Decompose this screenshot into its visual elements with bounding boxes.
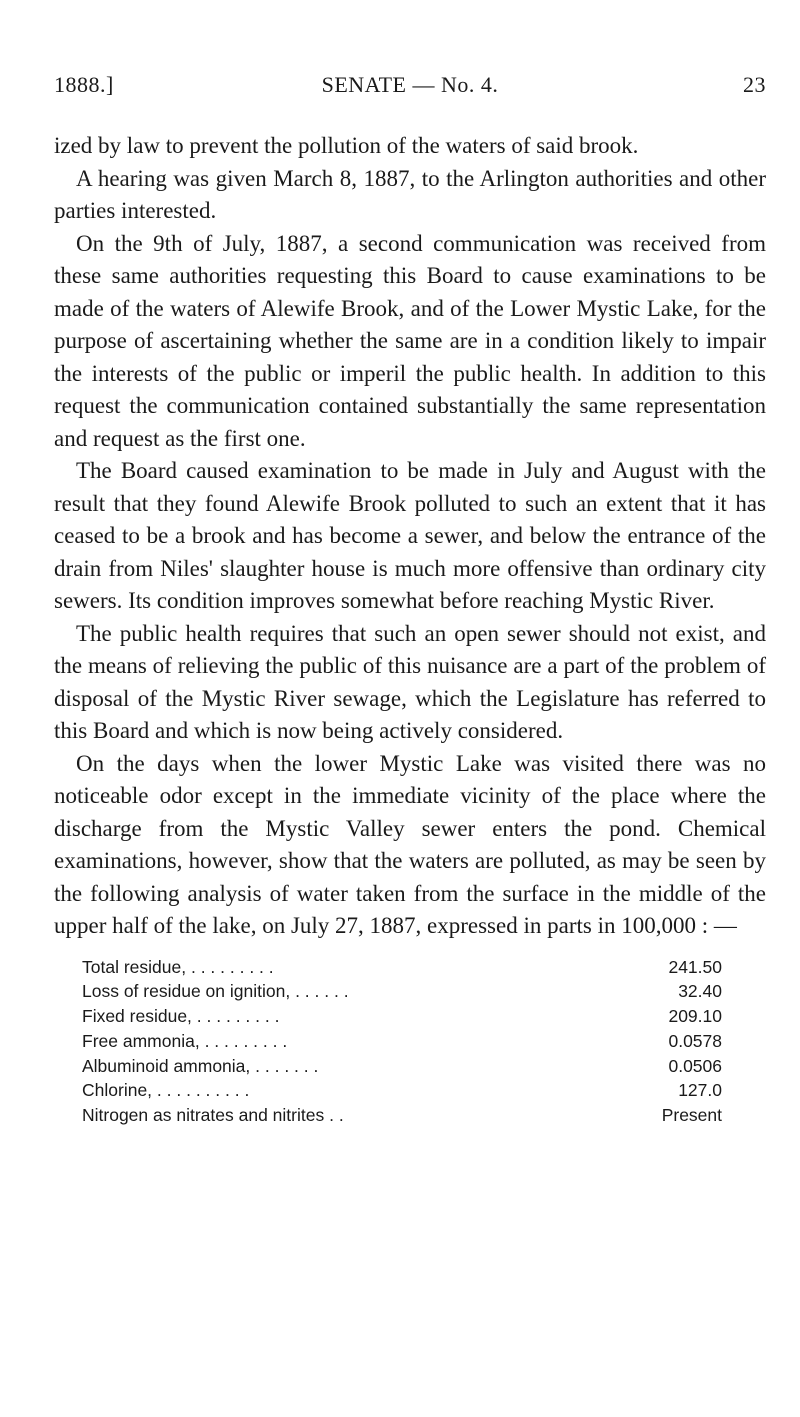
table-row bbox=[82, 1004, 722, 1029]
row-label: Nitrogen as nitrates and nitrites . . bbox=[82, 1105, 344, 1126]
row-label: Loss of residue on ignition, . . . . . . bbox=[82, 981, 349, 1002]
analysis-table bbox=[82, 955, 722, 1129]
table-row bbox=[82, 955, 722, 980]
leader-dots: . . bbox=[329, 1105, 344, 1126]
table-row bbox=[82, 979, 722, 1004]
body-text bbox=[54, 130, 766, 943]
paragraph-second-communication: On the 9th of July, 1887, a second communication was received from these same authorities requesting this Board to cause examinations to be made of the waters of Alewife Brook, and of the Lower Mystic Lake, for the purpose of ascertaining whether the same are in a condition likely to impair the interests of the public or imperil the public health. In addition to this request the communication contained substantially the same representation and request as the first one. bbox=[54, 230, 766, 451]
page-header bbox=[54, 72, 766, 106]
table-row bbox=[82, 1029, 722, 1054]
paragraph-hearing: A hearing was given March 8, 1887, to the Arlington authorities and other parties interested. bbox=[54, 165, 766, 223]
row-label: Fixed residue, . . . . . . . . . bbox=[82, 1006, 280, 1027]
leader-dots: . . . . . . . bbox=[255, 1055, 319, 1076]
header-year: 1888.] bbox=[54, 72, 114, 97]
paragraph-examination-results: The Board caused examination to be made in July and August with the result that they found Alewife Brook polluted to such an extent that it has ceased to be a brook and has become a sewer, and below the entrance of the drain from Niles' slaughter house is much more offensive than ordinary city sewers. Its condition improves somewhat before reaching Mystic River. bbox=[54, 458, 766, 613]
row-value: 0.0506 bbox=[668, 1055, 722, 1076]
table-row bbox=[82, 1103, 722, 1128]
paragraph-continued: ized by law to prevent the pollution of the waters of said brook. bbox=[54, 133, 639, 158]
table-row bbox=[82, 1054, 722, 1079]
row-label: Free ammonia, . . . . . . . . . bbox=[82, 1030, 288, 1051]
leader-dots: . . . . . . . . . bbox=[204, 1030, 288, 1051]
row-label: Chlorine, . . . . . . . . . . bbox=[82, 1080, 250, 1101]
row-value: 0.0578 bbox=[668, 1030, 722, 1051]
header-title: SENATE — No. 4. bbox=[321, 72, 499, 97]
row-value: 32.40 bbox=[678, 981, 722, 1002]
paragraph-lake-visit: On the days when the lower Mystic Lake was visited there was no noticeable odor except in the immediate vicinity of the place where the discharge from the Mystic Valley sewer enters the pond. Chemical examinations, however, show that the waters are polluted, as may be seen by the following analysis of water taken from the surface in the middle of the upper half of the lake, on July 27, 1887, expressed in parts in 100,000 : — bbox=[54, 750, 766, 938]
row-value: 241.50 bbox=[668, 956, 722, 977]
row-value: 209.10 bbox=[668, 1006, 722, 1027]
leader-dots: . . . . . . . . . bbox=[190, 956, 274, 977]
row-value: 127.0 bbox=[678, 1080, 722, 1101]
table-row bbox=[82, 1078, 722, 1103]
leader-dots: . . . . . . bbox=[295, 981, 349, 1002]
row-label: Albuminoid ammonia, . . . . . . . bbox=[82, 1055, 319, 1076]
document-page bbox=[54, 72, 766, 1128]
page-number: 23 bbox=[743, 72, 766, 97]
row-value: Present bbox=[661, 1105, 722, 1126]
leader-dots: . . . . . . . . . bbox=[196, 1006, 280, 1027]
leader-dots: . . . . . . . . . . bbox=[156, 1080, 250, 1101]
paragraph-public-health: The public health requires that such an open sewer should not exist, and the means of relieving the public of this nuisance are a part of the problem of disposal of the Mystic River sewage, which the Legislature has referred to this Board and which is now being actively considered. bbox=[54, 620, 766, 743]
row-label: Total residue, . . . . . . . . . bbox=[82, 956, 274, 977]
